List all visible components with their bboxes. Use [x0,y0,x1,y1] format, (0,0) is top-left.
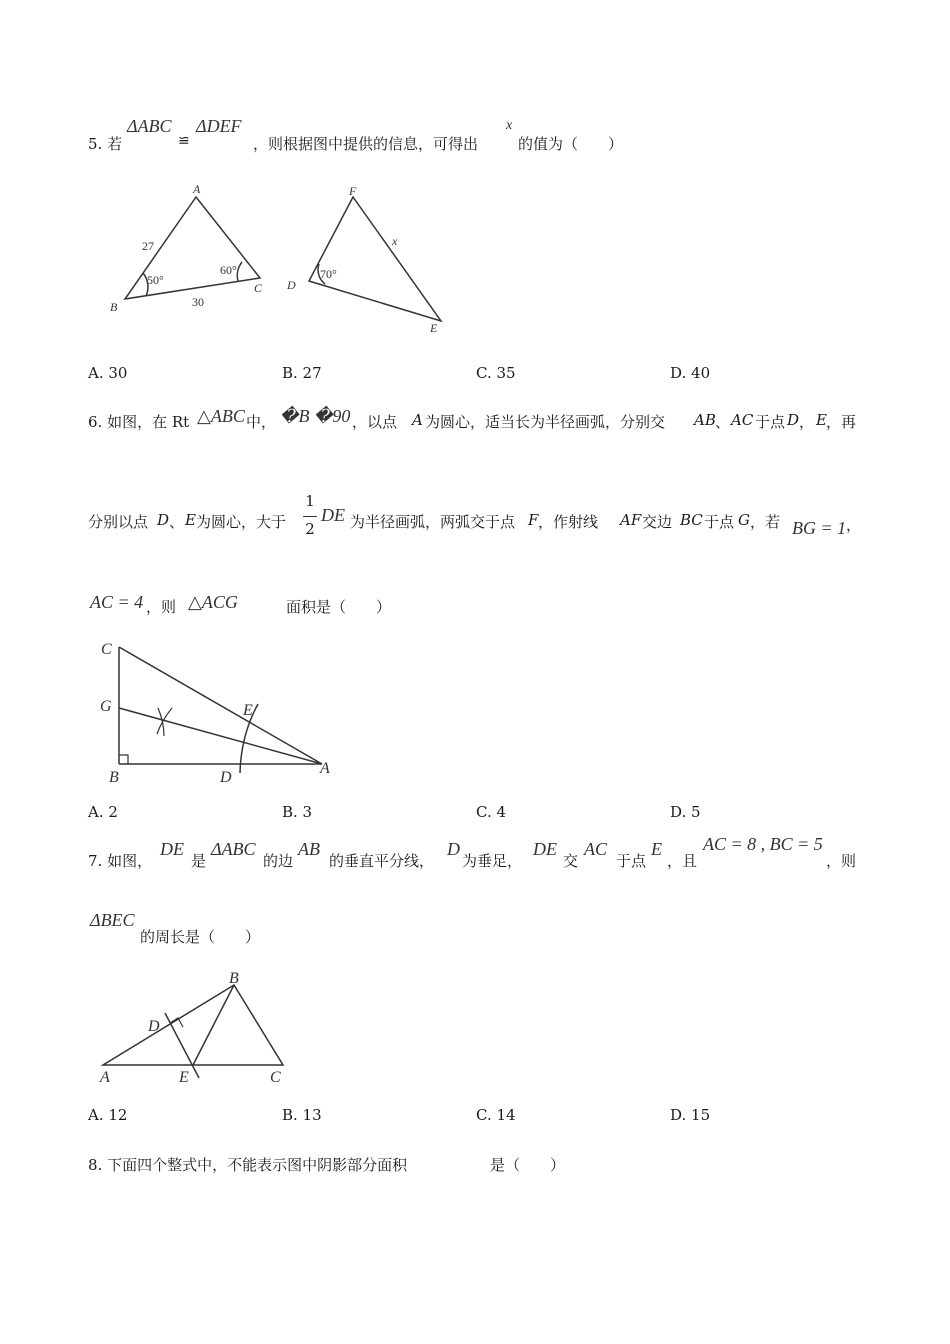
q7-segment-ac: AC [584,839,608,859]
q5-angle-d-label: 70° [320,267,337,281]
q6-triangle-acg: △ACG [188,592,238,612]
q7-number: 7. 如图， [88,852,153,870]
q6-segment-ab: AB [694,411,716,429]
q5-option-c[interactable]: C. 35 [476,364,516,382]
q7-triangle-abc: ΔABC [211,839,256,859]
q7-conditions: AC = 8 , BC = 5 [703,834,823,854]
q6-condition-bg: BG = 1 [792,518,847,538]
q5-triangle-def-shape [309,197,441,321]
q5-figure [90,180,450,340]
q6-text-1a: ，以点 [352,413,398,431]
q5-angle-b-label: 50° [147,273,164,287]
q6-label-e: E [243,702,253,719]
q6-sep-2: 、 [169,513,185,531]
q7-text-1: 是 [191,852,207,870]
q7-text-4: 为垂足， [462,852,523,870]
q6-text-1c: 于点 [755,413,786,431]
q6-text-2end: ， [846,516,862,534]
q5-label-f: F [349,184,357,198]
q7-segment-de: DE [160,839,184,859]
q7-point-e: E [651,839,662,859]
q5-congruent-symbol: ≌ [178,133,190,149]
q6-point-d-2: D [157,511,170,529]
q6-angle-b: �B �90 [280,406,351,426]
q5-variable-x: x [506,118,513,133]
q5-label-b: B [110,300,118,314]
q7-segment-de-2: DE [533,839,557,859]
q7-triangle-abc-shape [103,985,283,1065]
q5-text-end: 的值为（ ） [518,135,624,153]
q6-point-e-2: E [185,511,196,529]
q6-sep: 、 [715,413,731,431]
q6-point-d: D [787,411,800,429]
q7-option-b[interactable]: B. 13 [282,1106,322,1124]
q6-ray-af: AF [620,511,642,529]
q6-option-d[interactable]: D. 5 [670,803,701,821]
q5-side-bc: 30 [192,295,204,309]
q7-text-7: ，且 [667,852,698,870]
q5-angle-c-arc [237,262,242,281]
q6-point-g: G [738,511,750,529]
q7-point-d: D [447,839,460,859]
q7-figure [95,965,315,1095]
q8-text-end: 是（ ） [490,1156,566,1174]
q6-comma: ， [799,413,815,431]
q5-text-mid: ，则根据图中提供的信息，可得出 [253,135,479,153]
q7-text-9: 的周长是（ ） [140,928,261,946]
q7-label-c: C [270,1069,281,1086]
q6-segment-bc: BC [680,511,703,529]
q7-triangle-bec: ΔBEC [90,910,135,930]
q6-text-1d: ，再 [826,413,857,431]
q6-text-2d: ，作射线 [538,513,599,531]
q7-option-a[interactable]: A. 12 [88,1106,128,1124]
q5-triangle-def: ΔDEF [196,116,242,136]
q6-side-ca [119,647,322,764]
q6-point-e: E [816,411,827,429]
q6-option-a[interactable]: A. 2 [88,803,118,821]
q6-label-c: C [101,641,112,658]
q6-segment-ac: AC [731,411,754,429]
q7-text-6: 于点 [616,852,647,870]
q6-triangle-abc: △ABC [197,406,245,426]
q7-label-d: D [148,1018,160,1035]
q6-label-a: A [320,760,330,777]
q5-triangle-abc: ΔABC [127,116,172,136]
q6-label-d: D [220,769,232,786]
q5-option-d[interactable]: D. 40 [670,364,711,382]
q6-text-2f: 于点 [704,513,735,531]
q7-option-d[interactable]: D. 15 [670,1106,711,1124]
q7-text-3: 的垂直平分线， [329,852,435,870]
q6-option-c[interactable]: C. 4 [476,803,507,821]
q5-label-x: x [392,234,398,248]
q6-text-2e: 交边 [642,513,673,531]
q6-frac-numerator: 1 [305,492,315,510]
q5-option-a[interactable]: A. 30 [88,364,128,382]
q7-label-e: E [179,1069,189,1086]
q8-text: 8. 下面四个整式中，不能表示图中阴影部分面积 [88,1156,408,1174]
q6-figure [95,630,355,790]
q5-label-e: E [430,321,438,335]
q6-ray-ag [119,708,322,764]
q6-text-3a: ，则 [146,598,177,616]
q6-text-2c: 为半径画弧，两弧交于点 [350,513,516,531]
q6-arc-cross-2 [158,708,164,736]
q6-option-b[interactable]: B. 3 [282,803,313,821]
q5-side-ab: 27 [142,239,154,253]
q5-angle-c-label: 60° [220,263,237,277]
q5-label-c: C [254,281,263,295]
q6-point-a: A [412,411,423,429]
q6-segment-de: DE [321,505,345,525]
q6-point-f: F [528,511,539,529]
q5-label-a: A [193,182,201,196]
q5-number: 5. 若 [88,135,123,153]
q7-segment-ab: AB [298,839,320,859]
q6-text-2b: 为圆心，大于 [196,513,287,531]
q7-option-c[interactable]: C. 14 [476,1106,516,1124]
q7-label-a: A [100,1069,110,1086]
q6-text-2a: 分别以点 [88,513,149,531]
q6-right-angle-mark [119,755,128,764]
q6-text-1b: 为圆心，适当长为半径画弧，分别交 [425,413,666,431]
q7-text-2: 的边 [263,852,294,870]
q6-label-b: B [109,769,119,786]
q7-label-b: B [229,970,239,987]
q6-frac-denominator: 2 [305,520,315,538]
q6-text-2g: ，若 [750,513,781,531]
q7-text-5: 交 [563,852,579,870]
q6-condition-ac: AC = 4 [90,592,144,612]
q6-text-mid: 中， [246,413,277,431]
q6-number: 6. 如图，在 Rt [88,413,190,431]
q6-label-g: G [100,698,112,715]
q6-text-3b: 面积是（ ） [286,598,392,616]
q5-option-b[interactable]: B. 27 [282,364,322,382]
q7-text-8: ，则 [826,852,857,870]
q6-frac-bar [303,516,317,517]
q5-label-d: D [287,278,296,292]
